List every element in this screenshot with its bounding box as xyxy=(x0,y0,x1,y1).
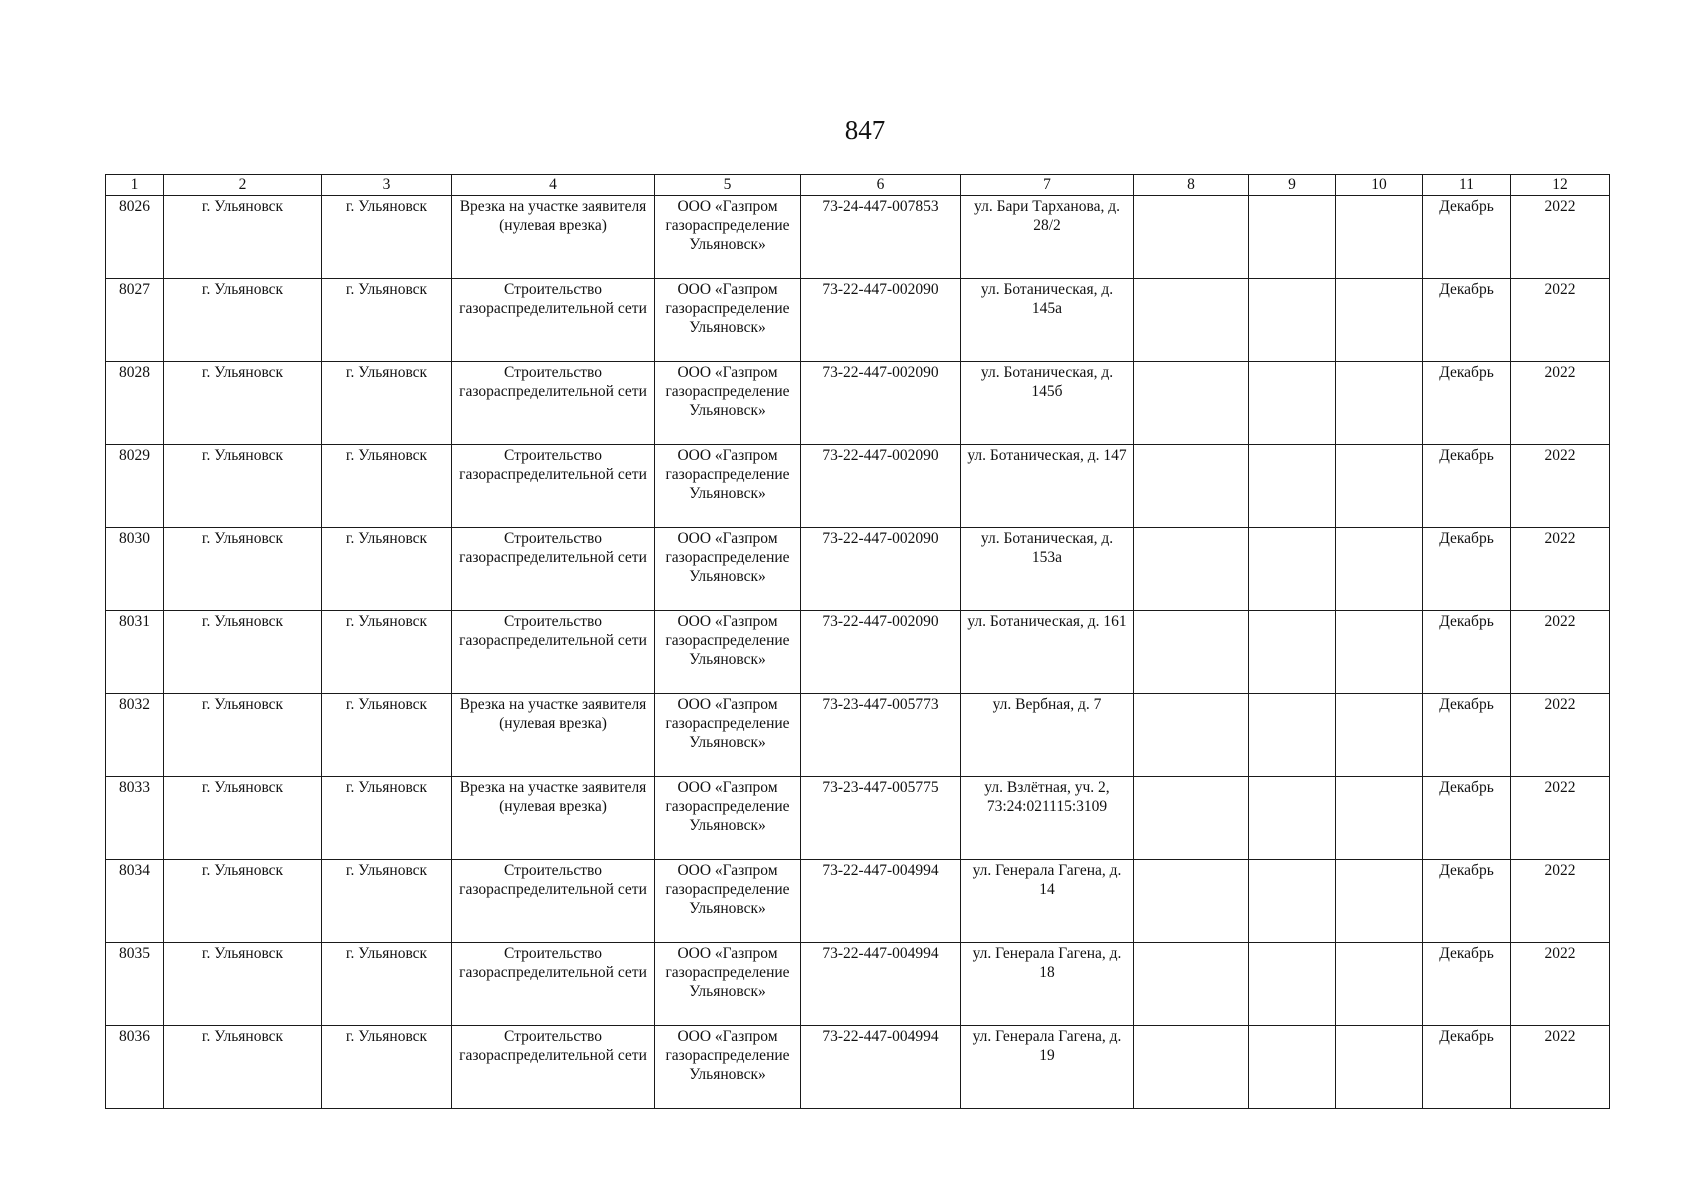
column-header: 4 xyxy=(452,175,655,196)
month-cell: Декабрь xyxy=(1423,1026,1511,1109)
settlement-cell: г. Ульяновск xyxy=(322,362,452,445)
month-cell: Декабрь xyxy=(1423,611,1511,694)
work-type-cell: Строительство газораспределительной сети xyxy=(452,528,655,611)
region-cell: г. Ульяновск xyxy=(164,943,322,1026)
work-type-cell: Врезка на участке заявителя (нулевая врезка) xyxy=(452,777,655,860)
column-header: 3 xyxy=(322,175,452,196)
region-cell: г. Ульяновск xyxy=(164,445,322,528)
row-number-cell: 8027 xyxy=(106,279,164,362)
column-header: 10 xyxy=(1336,175,1423,196)
address-cell: ул. Генерала Гагена, д. 18 xyxy=(961,943,1134,1026)
table-row xyxy=(106,445,1610,528)
address-cell: ул. Генерала Гагена, д. 19 xyxy=(961,1026,1134,1109)
month-cell: Декабрь xyxy=(1423,943,1511,1026)
work-type-cell: Строительство газораспределительной сети xyxy=(452,860,655,943)
settlement-cell: г. Ульяновск xyxy=(322,943,452,1026)
work-type-cell: Врезка на участке заявителя (нулевая врезка) xyxy=(452,694,655,777)
column-10-cell xyxy=(1336,860,1423,943)
row-number-cell: 8035 xyxy=(106,943,164,1026)
table-body xyxy=(106,196,1610,1109)
column-header: 5 xyxy=(655,175,801,196)
organization-cell: ООО «Газпром газораспределение Ульяновск» xyxy=(655,694,801,777)
column-10-cell xyxy=(1336,445,1423,528)
address-cell: ул. Ботаническая, д. 153а xyxy=(961,528,1134,611)
column-8-cell xyxy=(1134,694,1249,777)
settlement-cell: г. Ульяновск xyxy=(322,694,452,777)
row-number-cell: 8032 xyxy=(106,694,164,777)
object-code-cell: 73-24-447-007853 xyxy=(801,196,961,279)
address-cell: ул. Ботаническая, д. 145б xyxy=(961,362,1134,445)
year-cell: 2022 xyxy=(1511,528,1610,611)
organization-cell: ООО «Газпром газораспределение Ульяновск» xyxy=(655,860,801,943)
column-header: 6 xyxy=(801,175,961,196)
column-header: 2 xyxy=(164,175,322,196)
column-header: 1 xyxy=(106,175,164,196)
row-number-cell: 8034 xyxy=(106,860,164,943)
column-header: 7 xyxy=(961,175,1134,196)
column-9-cell xyxy=(1249,943,1336,1026)
column-8-cell xyxy=(1134,611,1249,694)
month-cell: Декабрь xyxy=(1423,279,1511,362)
year-cell: 2022 xyxy=(1511,445,1610,528)
column-9-cell xyxy=(1249,1026,1336,1109)
year-cell: 2022 xyxy=(1511,196,1610,279)
region-cell: г. Ульяновск xyxy=(164,196,322,279)
region-cell: г. Ульяновск xyxy=(164,860,322,943)
column-header: 8 xyxy=(1134,175,1249,196)
column-10-cell xyxy=(1336,1026,1423,1109)
table-row xyxy=(106,196,1610,279)
column-8-cell xyxy=(1134,528,1249,611)
settlement-cell: г. Ульяновск xyxy=(322,528,452,611)
settlement-cell: г. Ульяновск xyxy=(322,1026,452,1109)
column-10-cell xyxy=(1336,777,1423,860)
organization-cell: ООО «Газпром газораспределение Ульяновск» xyxy=(655,279,801,362)
year-cell: 2022 xyxy=(1511,694,1610,777)
month-cell: Декабрь xyxy=(1423,196,1511,279)
column-8-cell xyxy=(1134,777,1249,860)
table-row xyxy=(106,279,1610,362)
row-number-cell: 8029 xyxy=(106,445,164,528)
year-cell: 2022 xyxy=(1511,362,1610,445)
object-code-cell: 73-23-447-005773 xyxy=(801,694,961,777)
object-code-cell: 73-22-447-004994 xyxy=(801,860,961,943)
work-type-cell: Строительство газораспределительной сети xyxy=(452,362,655,445)
address-cell: ул. Взлётная, уч. 2, 73:24:021115:3109 xyxy=(961,777,1134,860)
column-10-cell xyxy=(1336,362,1423,445)
region-cell: г. Ульяновск xyxy=(164,528,322,611)
address-cell: ул. Вербная, д. 7 xyxy=(961,694,1134,777)
table-header-row xyxy=(106,175,1610,196)
month-cell: Декабрь xyxy=(1423,445,1511,528)
row-number-cell: 8030 xyxy=(106,528,164,611)
organization-cell: ООО «Газпром газораспределение Ульяновск» xyxy=(655,196,801,279)
column-8-cell xyxy=(1134,279,1249,362)
settlement-cell: г. Ульяновск xyxy=(322,860,452,943)
column-8-cell xyxy=(1134,362,1249,445)
row-number-cell: 8028 xyxy=(106,362,164,445)
column-10-cell xyxy=(1336,279,1423,362)
month-cell: Декабрь xyxy=(1423,694,1511,777)
column-10-cell xyxy=(1336,196,1423,279)
region-cell: г. Ульяновск xyxy=(164,362,322,445)
column-header: 12 xyxy=(1511,175,1610,196)
year-cell: 2022 xyxy=(1511,1026,1610,1109)
object-code-cell: 73-22-447-002090 xyxy=(801,528,961,611)
page-number: 847 xyxy=(844,115,886,145)
table-row xyxy=(106,777,1610,860)
column-8-cell xyxy=(1134,445,1249,528)
object-code-cell: 73-22-447-002090 xyxy=(801,279,961,362)
settlement-cell: г. Ульяновск xyxy=(322,196,452,279)
work-type-cell: Строительство газораспределительной сети xyxy=(452,279,655,362)
settlement-cell: г. Ульяновск xyxy=(322,279,452,362)
column-8-cell xyxy=(1134,943,1249,1026)
column-8-cell xyxy=(1134,196,1249,279)
column-9-cell xyxy=(1249,777,1336,860)
column-9-cell xyxy=(1249,611,1336,694)
object-code-cell: 73-23-447-005775 xyxy=(801,777,961,860)
object-code-cell: 73-22-447-004994 xyxy=(801,943,961,1026)
object-code-cell: 73-22-447-002090 xyxy=(801,445,961,528)
organization-cell: ООО «Газпром газораспределение Ульяновск» xyxy=(655,777,801,860)
column-10-cell xyxy=(1336,694,1423,777)
year-cell: 2022 xyxy=(1511,777,1610,860)
month-cell: Декабрь xyxy=(1423,777,1511,860)
table-row xyxy=(106,860,1610,943)
address-cell: ул. Бари Тарханова, д. 28/2 xyxy=(961,196,1134,279)
organization-cell: ООО «Газпром газораспределение Ульяновск» xyxy=(655,445,801,528)
column-9-cell xyxy=(1249,860,1336,943)
organization-cell: ООО «Газпром газораспределение Ульяновск» xyxy=(655,528,801,611)
address-cell: ул. Ботаническая, д. 147 xyxy=(961,445,1134,528)
table-row xyxy=(106,1026,1610,1109)
table-row xyxy=(106,611,1610,694)
year-cell: 2022 xyxy=(1511,279,1610,362)
region-cell: г. Ульяновск xyxy=(164,611,322,694)
address-cell: ул. Ботаническая, д. 161 xyxy=(961,611,1134,694)
work-type-cell: Строительство газораспределительной сети xyxy=(452,445,655,528)
work-type-cell: Строительство газораспределительной сети xyxy=(452,611,655,694)
work-type-cell: Строительство газораспределительной сети xyxy=(452,1026,655,1109)
column-9-cell xyxy=(1249,528,1336,611)
column-header: 11 xyxy=(1423,175,1511,196)
column-9-cell xyxy=(1249,694,1336,777)
column-8-cell xyxy=(1134,860,1249,943)
column-9-cell xyxy=(1249,362,1336,445)
table-row xyxy=(106,362,1610,445)
address-cell: ул. Генерала Гагена, д. 14 xyxy=(961,860,1134,943)
month-cell: Декабрь xyxy=(1423,860,1511,943)
work-type-cell: Строительство газораспределительной сети xyxy=(452,943,655,1026)
column-9-cell xyxy=(1249,279,1336,362)
organization-cell: ООО «Газпром газораспределение Ульяновск» xyxy=(655,943,801,1026)
year-cell: 2022 xyxy=(1511,943,1610,1026)
column-9-cell xyxy=(1249,196,1336,279)
organization-cell: ООО «Газпром газораспределение Ульяновск» xyxy=(655,362,801,445)
row-number-cell: 8026 xyxy=(106,196,164,279)
region-cell: г. Ульяновск xyxy=(164,1026,322,1109)
settlement-cell: г. Ульяновск xyxy=(322,777,452,860)
column-10-cell xyxy=(1336,611,1423,694)
organization-cell: ООО «Газпром газораспределение Ульяновск» xyxy=(655,1026,801,1109)
object-code-cell: 73-22-447-004994 xyxy=(801,1026,961,1109)
object-code-cell: 73-22-447-002090 xyxy=(801,362,961,445)
region-cell: г. Ульяновск xyxy=(164,279,322,362)
settlement-cell: г. Ульяновск xyxy=(322,445,452,528)
table-row xyxy=(106,694,1610,777)
region-cell: г. Ульяновск xyxy=(164,694,322,777)
address-cell: ул. Ботаническая, д. 145а xyxy=(961,279,1134,362)
object-code-cell: 73-22-447-002090 xyxy=(801,611,961,694)
work-type-cell: Врезка на участке заявителя (нулевая врезка) xyxy=(452,196,655,279)
year-cell: 2022 xyxy=(1511,860,1610,943)
table-row xyxy=(106,943,1610,1026)
year-cell: 2022 xyxy=(1511,611,1610,694)
row-number-cell: 8033 xyxy=(106,777,164,860)
row-number-cell: 8036 xyxy=(106,1026,164,1109)
row-number-cell: 8031 xyxy=(106,611,164,694)
register-table xyxy=(105,174,1610,1109)
table-row xyxy=(106,528,1610,611)
column-10-cell xyxy=(1336,943,1423,1026)
region-cell: г. Ульяновск xyxy=(164,777,322,860)
settlement-cell: г. Ульяновск xyxy=(322,611,452,694)
month-cell: Декабрь xyxy=(1423,528,1511,611)
month-cell: Декабрь xyxy=(1423,362,1511,445)
organization-cell: ООО «Газпром газораспределение Ульяновск» xyxy=(655,611,801,694)
column-header: 9 xyxy=(1249,175,1336,196)
column-9-cell xyxy=(1249,445,1336,528)
column-8-cell xyxy=(1134,1026,1249,1109)
column-10-cell xyxy=(1336,528,1423,611)
